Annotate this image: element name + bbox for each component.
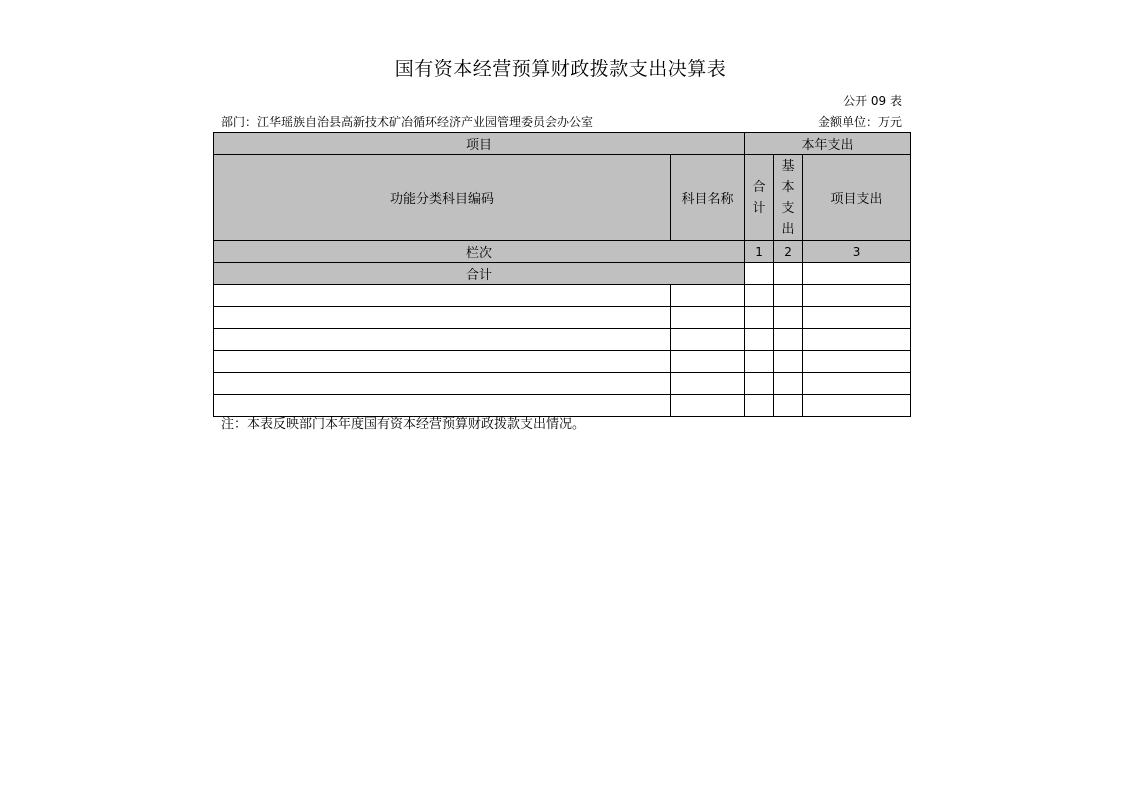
table-cell <box>671 307 745 329</box>
page-title: 国有资本经营预算财政拨款支出决算表 <box>394 58 727 80</box>
table-cell <box>214 285 671 307</box>
table-cell <box>745 395 774 417</box>
header-function-code: 功能分类科目编码 <box>214 155 671 241</box>
table-cell <box>774 307 803 329</box>
table-row <box>214 307 911 329</box>
department-label: 部门：江华瑶族自治县高新技术矿冶循环经济产业园管理委员会办公室 <box>221 115 594 129</box>
table-row <box>214 351 911 373</box>
table-cell <box>214 395 671 417</box>
table-cell <box>214 307 671 329</box>
table-cell <box>214 351 671 373</box>
table-cell <box>803 395 911 417</box>
column-number-1: 1 <box>745 241 774 263</box>
column-number-3: 3 <box>803 241 911 263</box>
total-row-label: 合计 <box>214 263 745 285</box>
table-cell <box>214 373 671 395</box>
table-cell <box>671 285 745 307</box>
expenditure-table <box>213 132 911 417</box>
header-current-year-expenditure: 本年支出 <box>745 133 911 155</box>
header-total: 合计 <box>745 155 774 241</box>
table-cell <box>745 373 774 395</box>
table-cell <box>774 351 803 373</box>
column-number-label: 栏次 <box>214 241 745 263</box>
table-cell <box>803 285 911 307</box>
table-note: 注：本表反映部门本年度国有资本经营预算财政拨款支出情况。 <box>221 417 586 432</box>
table-row <box>214 373 911 395</box>
column-number-2: 2 <box>774 241 803 263</box>
header-basic-expenditure: 基本支出 <box>774 155 803 241</box>
total-cell <box>745 263 774 285</box>
header-project: 项目 <box>214 133 745 155</box>
column-number-row <box>214 241 911 263</box>
table-cell <box>745 351 774 373</box>
table-cell <box>803 351 911 373</box>
table-cell <box>671 351 745 373</box>
table-cell <box>803 329 911 351</box>
table-row <box>214 395 911 417</box>
table-cell <box>745 329 774 351</box>
table-cell <box>774 285 803 307</box>
table-cell <box>803 373 911 395</box>
table-cell <box>671 395 745 417</box>
table-cell <box>671 373 745 395</box>
table-cell <box>745 307 774 329</box>
table-cell <box>671 329 745 351</box>
table-cell <box>774 373 803 395</box>
form-number: 公开 09 表 <box>843 94 902 108</box>
table-cell <box>214 329 671 351</box>
total-row <box>214 263 911 285</box>
header-project-expenditure: 项目支出 <box>803 155 911 241</box>
header-subject-name: 科目名称 <box>671 155 745 241</box>
table-row <box>214 329 911 351</box>
table-header-row <box>214 133 911 155</box>
amount-unit-label: 金额单位：万元 <box>817 115 902 129</box>
table-cell <box>803 307 911 329</box>
total-cell <box>803 263 911 285</box>
table-cell <box>745 285 774 307</box>
total-cell <box>774 263 803 285</box>
table-cell <box>774 395 803 417</box>
table-subheader-row <box>214 155 911 241</box>
table-row <box>214 285 911 307</box>
table-cell <box>774 329 803 351</box>
